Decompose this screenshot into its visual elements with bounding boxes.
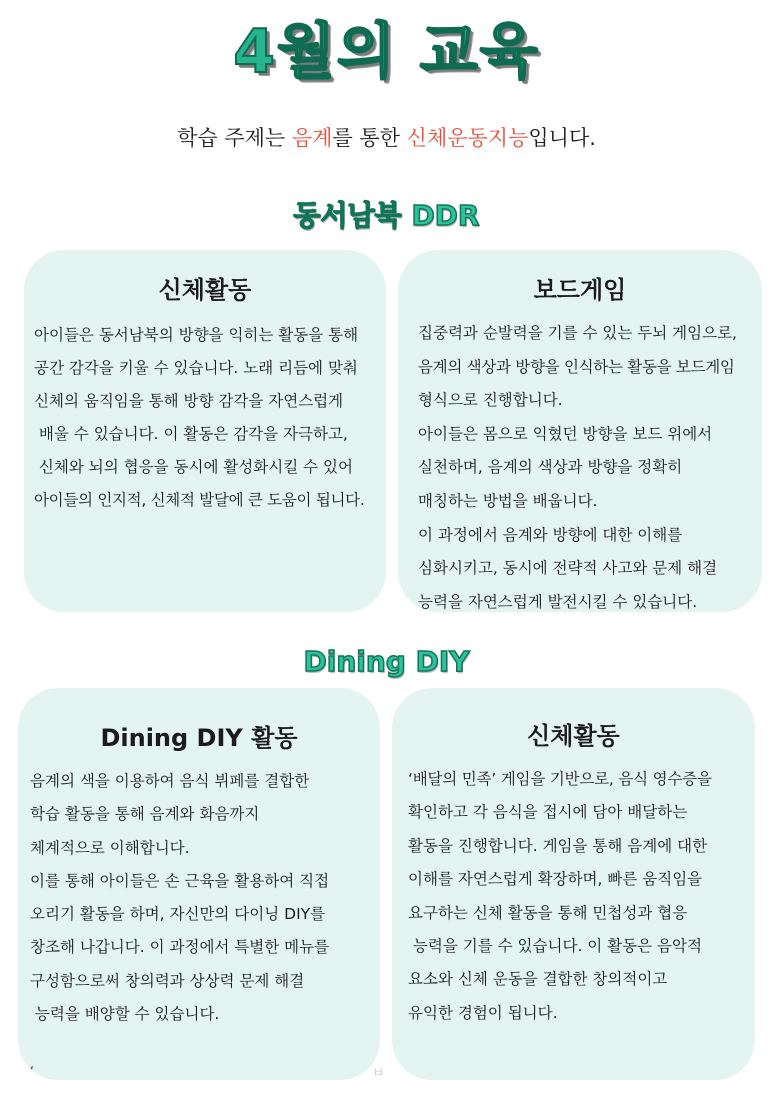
card-line: 능력을 배양할 수 있습니다. [30, 1005, 220, 1024]
card-line: 유익한 경험이 됩니다. [408, 1003, 558, 1022]
card-line: 학습 활동을 통해 음계와 화음까지 [30, 805, 260, 824]
footer-mark: ㅂ [372, 1066, 385, 1081]
card-line: 형식으로 진행합니다. [418, 391, 563, 410]
subtitle-highlight-intelligence: 신체운동지능 [406, 126, 529, 150]
card-line: 아이들은 몸으로 익혔던 방향을 보드 위에서 [418, 424, 713, 443]
card-line: 이 과정에서 음계와 방향에 대한 이해를 [418, 525, 683, 544]
subtitle-text-3: 입니다. [528, 126, 596, 150]
card-line: 능력을 기를 수 있습니다. 이 활동은 음악적 [408, 937, 702, 956]
section-title-dining-diy: Dining DIY [303, 645, 470, 678]
card-line: 음계의 색을 이용하여 음식 뷔페를 결합한 [30, 772, 310, 790]
card-line: 구성함으로써 창의력과 상상력 문제 해결 [30, 971, 305, 990]
card-body [408, 763, 755, 1030]
card-line: 매칭하는 방법을 배웁니다. [418, 491, 598, 510]
subtitle-text-2: 를 통한 [332, 126, 407, 150]
card-line: 실천하며, 음계의 색상과 방향을 정확히 [418, 458, 683, 477]
card-title: Dining DIY 활동 [100, 724, 298, 752]
page-title: 4월의 교육 [233, 17, 540, 87]
card-line: 배울 수 있습니다. 이 활동은 감각을 자극하고, [34, 425, 348, 443]
card-line: 이를 통해 아이들은 손 근육을 활용하여 직접 [30, 871, 330, 890]
card-line: 이해를 자연스럽게 확장하며, 빠른 움직임을 [408, 870, 703, 889]
card-line: 공간 감각을 키울 수 있습니다. 노래 리듬에 맞춰 [34, 359, 358, 377]
card-line: 능력을 자연스럽게 발전시킬 수 있습니다. [418, 592, 698, 611]
card-physical-activity-ddr [24, 250, 386, 612]
card-physical-activity-delivery [392, 688, 755, 1080]
subtitle-text-1: 학습 주제는 [177, 126, 292, 150]
card-line: ‘배달의 민족’ 게임을 기반으로, 음식 영수증을 [408, 770, 712, 788]
card-line: 음계의 색상과 방향을 인식하는 활동을 보드게임 [418, 357, 735, 376]
card-line: 활동을 진행합니다. 게임을 통해 음계에 대한 [408, 836, 708, 855]
subtitle-highlight-scale: 음계 [291, 126, 333, 150]
card-title: 신체활동 [158, 276, 252, 304]
card-title: 보드게임 [533, 276, 627, 304]
card-body [30, 765, 380, 1031]
card-line: 요구하는 신체 활동을 통해 민첩성과 협응 [408, 903, 688, 922]
card-dining-diy-activity [18, 688, 380, 1080]
section-title-ddr: 동서남북 DDR [293, 199, 480, 232]
subtitle [0, 122, 773, 152]
card-line: 오리기 활동을 하며, 자신만의 다이닝 DIY를 [30, 905, 326, 924]
card-line: 창조해 나갑니다. 이 과정에서 특별한 메뉴를 [30, 938, 330, 957]
footer-tick: ‘ [30, 1064, 34, 1078]
card-line: 확인하고 각 음식을 접시에 담아 배달하는 [408, 803, 688, 822]
card-line: 신체의 움직임을 통해 방향 감각을 자연스럽게 [34, 392, 344, 410]
card-body [34, 319, 386, 517]
card-body [418, 317, 762, 619]
card-line: 아이들의 인지적, 신체적 발달에 큰 도움이 됩니다. [34, 491, 365, 509]
card-line: 신체와 뇌의 협응을 동시에 활성화시킬 수 있어 [34, 458, 353, 476]
card-line: 집중력과 순발력을 기를 수 있는 두뇌 게임으로, [418, 324, 737, 342]
card-line: 요소와 신체 운동을 결합한 창의적이고 [408, 970, 668, 989]
card-line: 아이들은 동서남북의 방향을 익히는 활동을 통해 [34, 326, 359, 344]
card-line: 심화시키고, 동시에 전략적 사고와 문제 해결 [418, 559, 718, 578]
card-title: 신체활동 [527, 722, 620, 750]
card-line: 체계적으로 이해합니다. [30, 838, 190, 857]
card-board-game [398, 250, 762, 612]
